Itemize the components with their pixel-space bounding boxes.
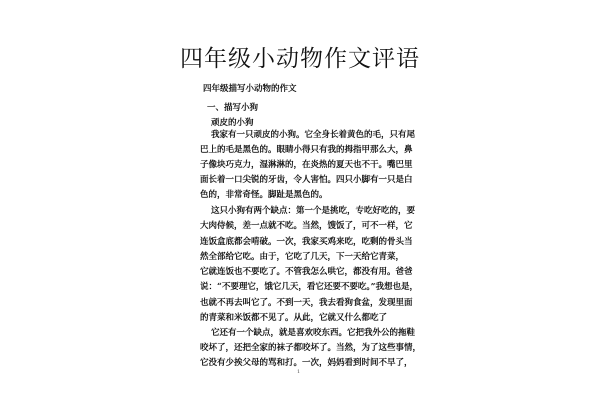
paragraph-line: 大肉侍候，差一点就不吃。当然，馊饭了，可不一样，它 — [200, 221, 413, 231]
paragraph-line: 我家有一只顽皮的小狗。它全身长着黄色的毛，只有尾 — [211, 130, 416, 140]
paragraph-line: 面长着一口尖锐的牙齿，令人害怕。四只小脚有一只是白 — [200, 175, 413, 185]
paragraph-line: 它还有一个缺点，就是喜欢咬东西。它把我外公的拖鞋 — [211, 328, 416, 338]
paragraph-line: 咬坏了，还把全家的袜子都咬坏了。当然，为了这些事情， — [200, 343, 422, 353]
paragraph-line: 连饭盒底都会啃破。一次，我家买鸡来吃，吃剩的骨头当 — [200, 237, 413, 247]
paragraph-line: 它就连饭也不要吃了。不管我怎么哄它，都没有用。爸爸 — [200, 267, 413, 277]
section-heading: 一、描写小狗 — [207, 103, 259, 113]
document-title: 四年级小动物作文评语 — [180, 46, 420, 72]
paragraph-line: 这只小狗有两个缺点：第一个是挑吃，专吃好吃的，要 — [211, 206, 416, 216]
paragraph-line: 色的，非常奇怪。脚趾是黑色的。 — [200, 190, 328, 200]
story-title: 顽皮的小狗 — [211, 118, 254, 128]
paragraph-line: 它没有少挨父母的骂和打。一次，妈妈看到时间不早了， — [200, 358, 413, 368]
document-subtitle: 四年级描写小动物的作文 — [203, 84, 297, 94]
page-number: 1 — [297, 369, 301, 375]
paragraph-line: 也就不再去叫它了。不到一天，我去看狗食盆，发现里面 — [200, 298, 413, 308]
paragraph-line: 子像块巧克力，湿淋淋的，在炎热的夏天也不干。嘴巴里 — [200, 160, 413, 170]
paragraph-line: 说：“不要理它，饿它几天，看它还要不要吃。”我想也是， — [200, 282, 419, 292]
paragraph-line: 然全部给它吃。由于，它吃了几天，下一天给它青菜， — [200, 252, 405, 262]
paragraph-line: 的青菜和米饭都不见了。从此，它就又什么都吃了 — [200, 313, 388, 323]
paragraph-line: 巴上的毛是黑色的。眼睛小得只有我的拇指甲那么大，鼻 — [200, 145, 413, 155]
